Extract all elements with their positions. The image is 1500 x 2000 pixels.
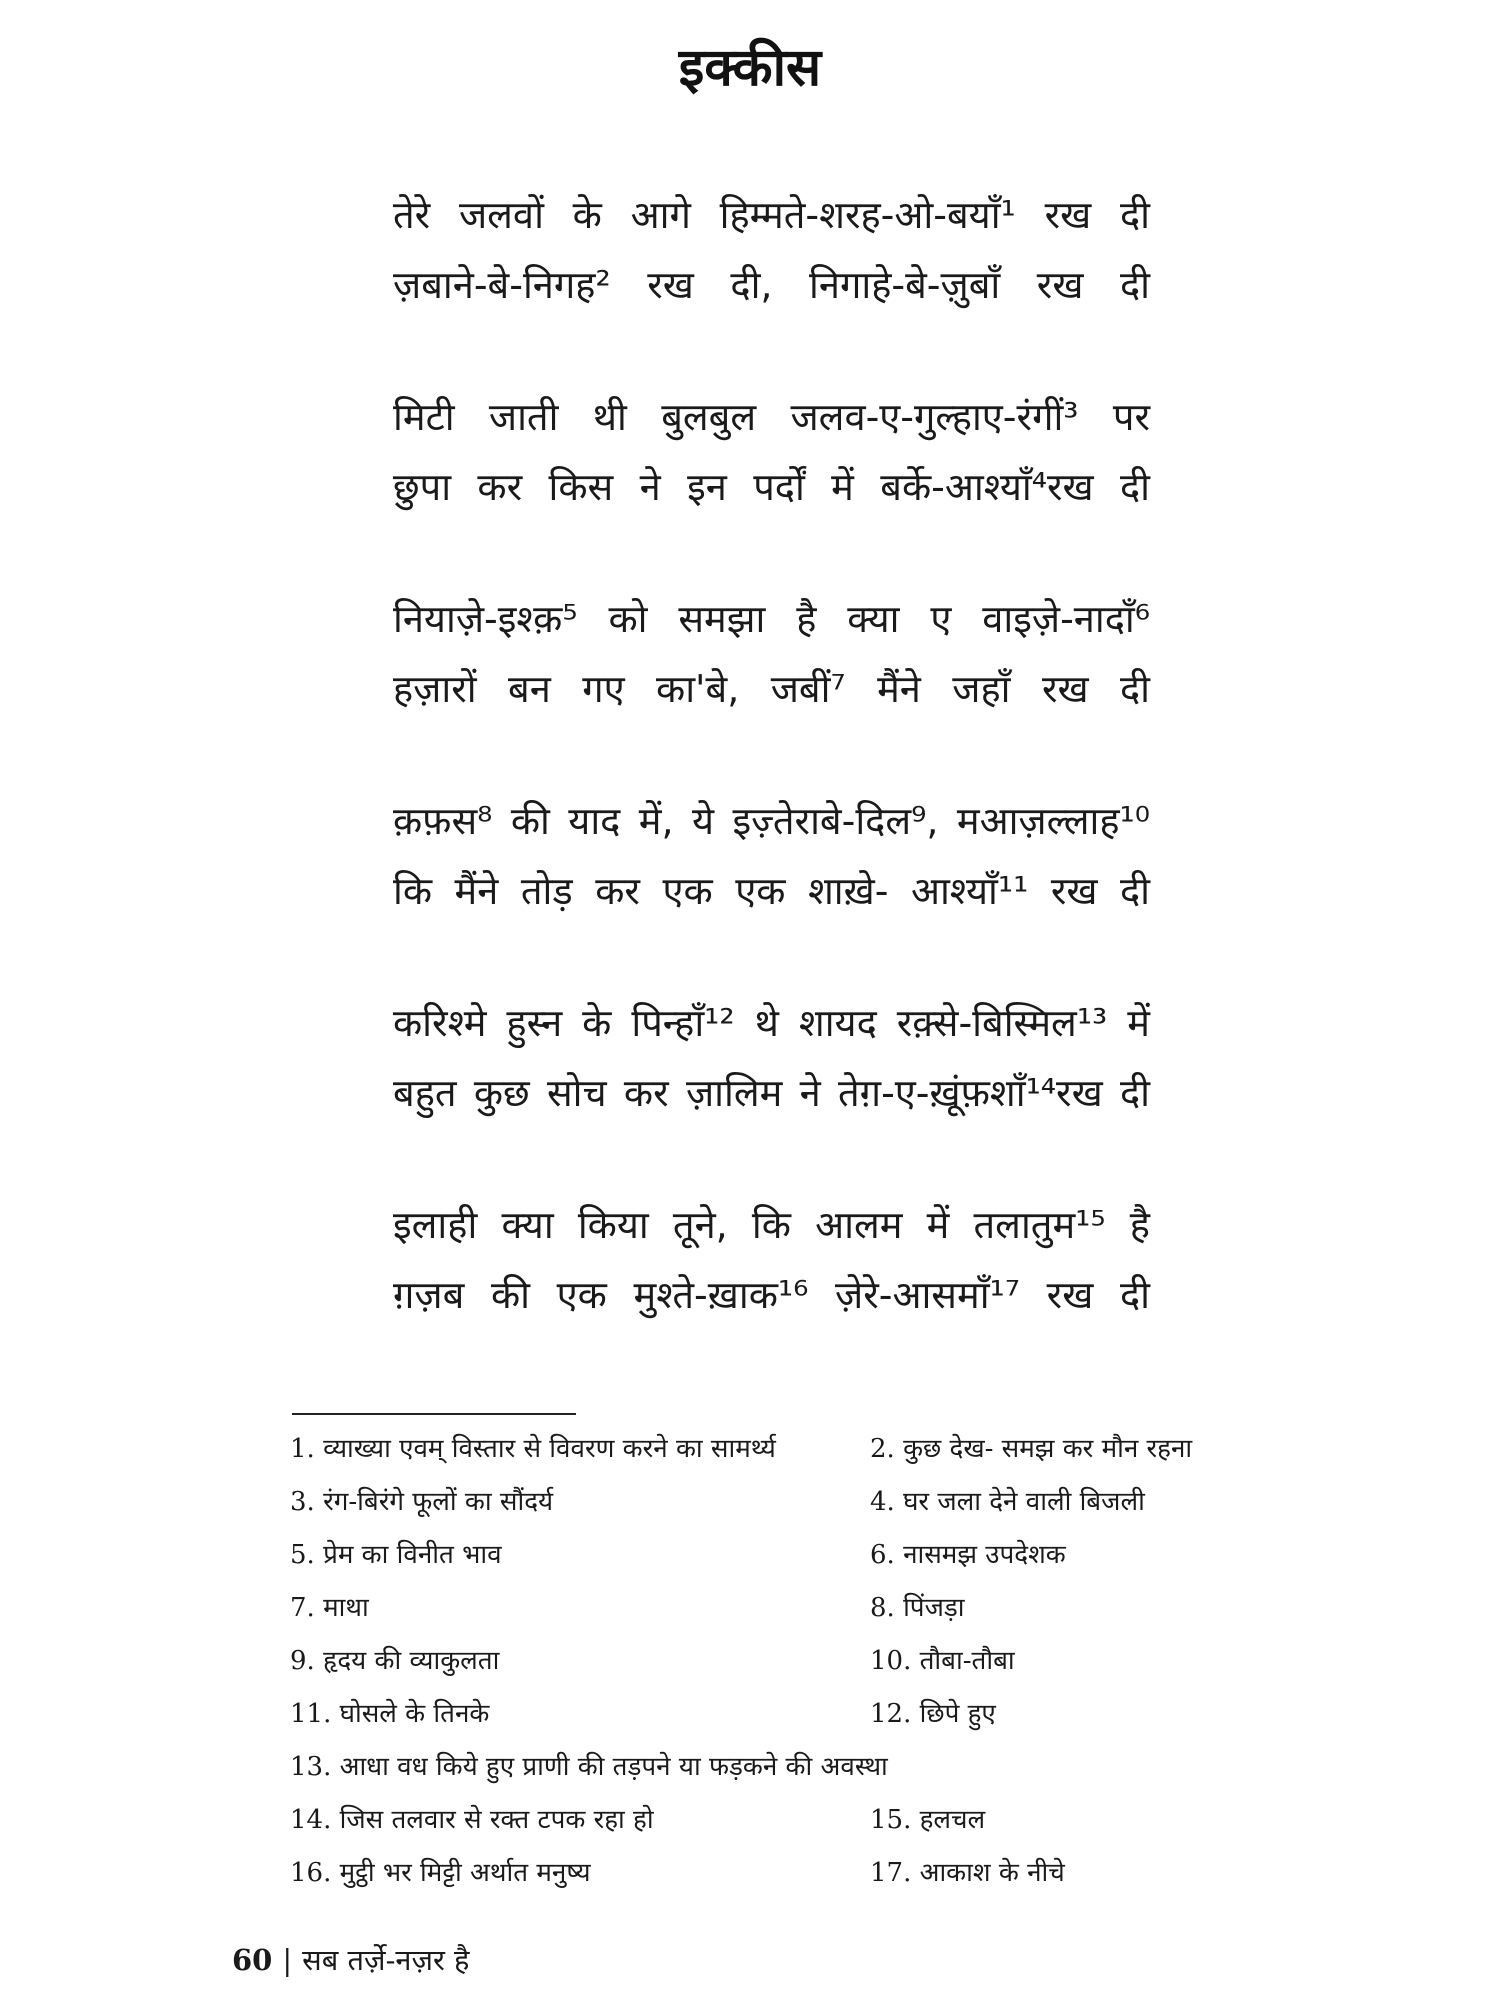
footnote: 7. माथा xyxy=(290,1592,369,1623)
footnote-row xyxy=(290,1844,1220,1897)
footnote-row xyxy=(290,1791,1220,1844)
footnote-row xyxy=(290,1420,1220,1473)
footnote: 4. घर जला देने वाली बिजली xyxy=(870,1486,1145,1517)
footnote-row xyxy=(290,1685,1220,1738)
footnote: 2. कुछ देख- समझ कर मौन रहना xyxy=(870,1433,1193,1464)
footnote: 9. हृदय की व्याकुलता xyxy=(290,1645,500,1676)
footnote: 17. आकाश के नीचे xyxy=(870,1857,1065,1888)
footnote: 14. जिस तलवार से रक्त टपक रहा हो xyxy=(290,1804,654,1835)
poem-line: इलाही क्या किया तूने, कि आलम में तलातुम¹⁵ है xyxy=(393,1203,1150,1247)
footnote: 3. रंग-बिरंगे फूलों का सौंदर्य xyxy=(290,1486,554,1517)
footnote-row xyxy=(290,1579,1220,1632)
footnote: 6. नासमझ उपदेशक xyxy=(870,1539,1066,1570)
stanza xyxy=(393,1190,1150,1330)
poem-line: तेरे जलवों के आगे हिम्मते-शरह-ओ-बयाँ¹ रख दी xyxy=(393,193,1150,237)
poem-body xyxy=(393,180,1150,1392)
stanza xyxy=(393,988,1150,1128)
stanza xyxy=(393,786,1150,926)
poem-line: क़फ़स⁸ की याद में, ये इज़्तेराबे-दिल⁹, मआज़ल्लाह¹⁰ xyxy=(393,799,1150,843)
page-number: 60 xyxy=(232,1943,273,1977)
footnote-row xyxy=(290,1632,1220,1685)
footnote-row xyxy=(290,1526,1220,1579)
footnote: 11. घोसले के तिनके xyxy=(290,1698,490,1729)
footnotes xyxy=(290,1420,1220,1897)
poem-line: बहुत कुछ सोच कर ज़ालिम ने तेग़-ए-ख़ूंफ़शाँ¹⁴रख दी xyxy=(393,1071,1150,1115)
stanza xyxy=(393,180,1150,320)
poem-line: ज़बाने-बे-निगह² रख दी, निगाहे-बे-ज़ुबाँ रख दी xyxy=(393,263,1150,307)
footnote: 1. व्याख्या एवम् विस्तार से विवरण करने का सामर्थ्य xyxy=(290,1433,776,1464)
footnote-divider xyxy=(292,1413,576,1415)
poem-line: कि मैंने तोड़ कर एक एक शाख़े- आश्याँ¹¹ रख दी xyxy=(393,869,1150,913)
footer-separator: | xyxy=(282,1943,293,1977)
footnote: 12. छिपे हुए xyxy=(870,1698,996,1729)
page-footer xyxy=(232,1940,469,1979)
book-title: सब तर्ज़े-नज़र है xyxy=(302,1943,470,1977)
footnote: 5. प्रेम का विनीत भाव xyxy=(290,1539,502,1570)
poem-line: नियाज़े-इश्क़⁵ को समझा है क्या ए वाइज़े-नादाँ⁶ xyxy=(393,597,1150,641)
poem-title: इक्कीस xyxy=(678,38,822,98)
stanza xyxy=(393,584,1150,724)
poem-line: मिटी जाती थी बुलबुल जलव-ए-गुल्हाए-रंगीं³ पर xyxy=(393,395,1150,439)
poem-line: छुपा कर किस ने इन पर्दों में बर्के-आश्याँ⁴रख दी xyxy=(393,465,1150,509)
footnote: 13. आधा वध किये हुए प्राणी की तड़पने या फड़कने की अवस्था xyxy=(290,1751,888,1782)
poem-line: ग़ज़ब की एक मुश्ते-ख़ाक¹⁶ ज़ेरे-आसमाँ¹⁷ रख दी xyxy=(393,1273,1150,1317)
footnote: 16. मुट्ठी भर मिट्टी अर्थात मनुष्य xyxy=(290,1857,591,1888)
footnote: 15. हलचल xyxy=(870,1804,986,1835)
poem-line: करिश्मे हुस्न के पिन्हाँ¹² थे शायद रक़्से-बिस्मिल¹³ में xyxy=(393,1001,1150,1045)
footnote: 8. पिंजड़ा xyxy=(870,1592,965,1623)
poem-line: हज़ारों बन गए का'बे, जबीं⁷ मैंने जहाँ रख दी xyxy=(393,667,1150,711)
footnote: 10. तौबा-तौबा xyxy=(870,1645,1015,1676)
footnote-row xyxy=(290,1473,1220,1526)
footnote-row xyxy=(290,1738,1220,1791)
stanza xyxy=(393,382,1150,522)
